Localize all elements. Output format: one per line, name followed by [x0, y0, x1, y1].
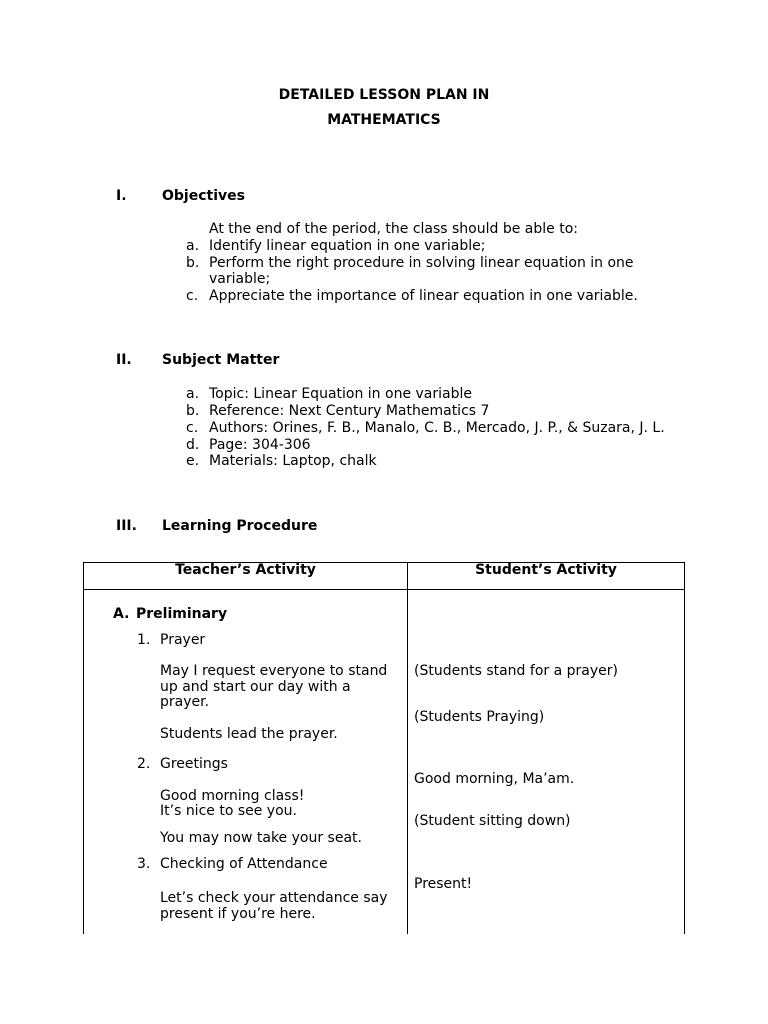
step-3-marker: 3.: [137, 856, 151, 872]
teacher-prayer-lead: Students lead the prayer.: [160, 726, 338, 742]
section-a-title: Preliminary: [136, 606, 228, 622]
objectives-intro: At the end of the period, the class should be able to:: [209, 221, 578, 237]
section-a-marker: A.: [113, 606, 130, 622]
step-1-marker: 1.: [137, 632, 151, 648]
objective-marker-a: a.: [186, 238, 200, 254]
subject-marker-a: a.: [186, 386, 200, 402]
subject-matter-heading: Subject Matter: [162, 352, 280, 368]
table-column-divider: [407, 562, 408, 934]
step-1-title: Prayer: [160, 632, 206, 648]
objective-item-b-line-1: Perform the right procedure in solving linear equation in one: [209, 255, 634, 271]
student-good-morning-response: Good morning, Ma’am.: [414, 771, 575, 787]
teacher-attendance-line-2: present if you’re here.: [160, 906, 316, 922]
subject-item-materials: Materials: Laptop, chalk: [209, 453, 377, 469]
step-3-title: Checking of Attendance: [160, 856, 328, 872]
table-header-divider: [83, 589, 685, 590]
objective-marker-c: c.: [186, 288, 199, 304]
student-activity-header: Student’s Activity: [475, 562, 617, 578]
subject-marker-c: c.: [186, 420, 199, 436]
objective-item-b-line-2: variable;: [209, 271, 271, 287]
learning-procedure-numeral: III.: [116, 518, 137, 534]
subject-marker-e: e.: [186, 453, 200, 469]
table-right-border: [684, 562, 685, 934]
objectives-heading: Objectives: [162, 188, 245, 204]
student-praying-response: (Students Praying): [414, 709, 545, 725]
subject-item-reference: Reference: Next Century Mathematics 7: [209, 403, 490, 419]
teacher-seat-instruction: You may now take your seat.: [160, 830, 362, 846]
step-2-marker: 2.: [137, 756, 151, 772]
student-sitting-response: (Student sitting down): [414, 813, 571, 829]
objective-marker-b: b.: [186, 255, 200, 271]
student-present-response: Present!: [414, 876, 473, 892]
subject-matter-numeral: II.: [116, 352, 132, 368]
subject-marker-d: d.: [186, 437, 200, 453]
learning-procedure-heading: Learning Procedure: [162, 518, 318, 534]
document-title-line-2: MATHEMATICS: [327, 112, 441, 128]
table-left-border: [83, 562, 84, 934]
document-title-line-1: DETAILED LESSON PLAN IN: [278, 87, 490, 103]
subject-item-page: Page: 304-306: [209, 437, 311, 453]
objective-item-c: Appreciate the importance of linear equation in one variable.: [209, 288, 638, 304]
subject-item-authors: Authors: Orines, F. B., Manalo, C. B., Mercado, J. P., & Suzara, J. L.: [209, 420, 665, 436]
objective-item-a: Identify linear equation in one variable;: [209, 238, 486, 254]
step-2-title: Greetings: [160, 756, 228, 772]
teacher-attendance-line-1: Let’s check your attendance say: [160, 890, 388, 906]
teacher-greeting-line-2: It’s nice to see you.: [160, 803, 297, 819]
student-stand-response: (Students stand for a prayer): [414, 663, 618, 679]
subject-item-topic: Topic: Linear Equation in one variable: [209, 386, 472, 402]
teacher-activity-header: Teacher’s Activity: [175, 562, 316, 578]
teacher-prayer-request-line-2: up and start our day with a: [160, 679, 351, 695]
subject-marker-b: b.: [186, 403, 200, 419]
teacher-prayer-request-line-3: prayer.: [160, 694, 210, 710]
teacher-prayer-request-line-1: May I request everyone to stand: [160, 663, 388, 679]
objectives-numeral: I.: [116, 188, 127, 204]
teacher-greeting-line-1: Good morning class!: [160, 788, 305, 804]
